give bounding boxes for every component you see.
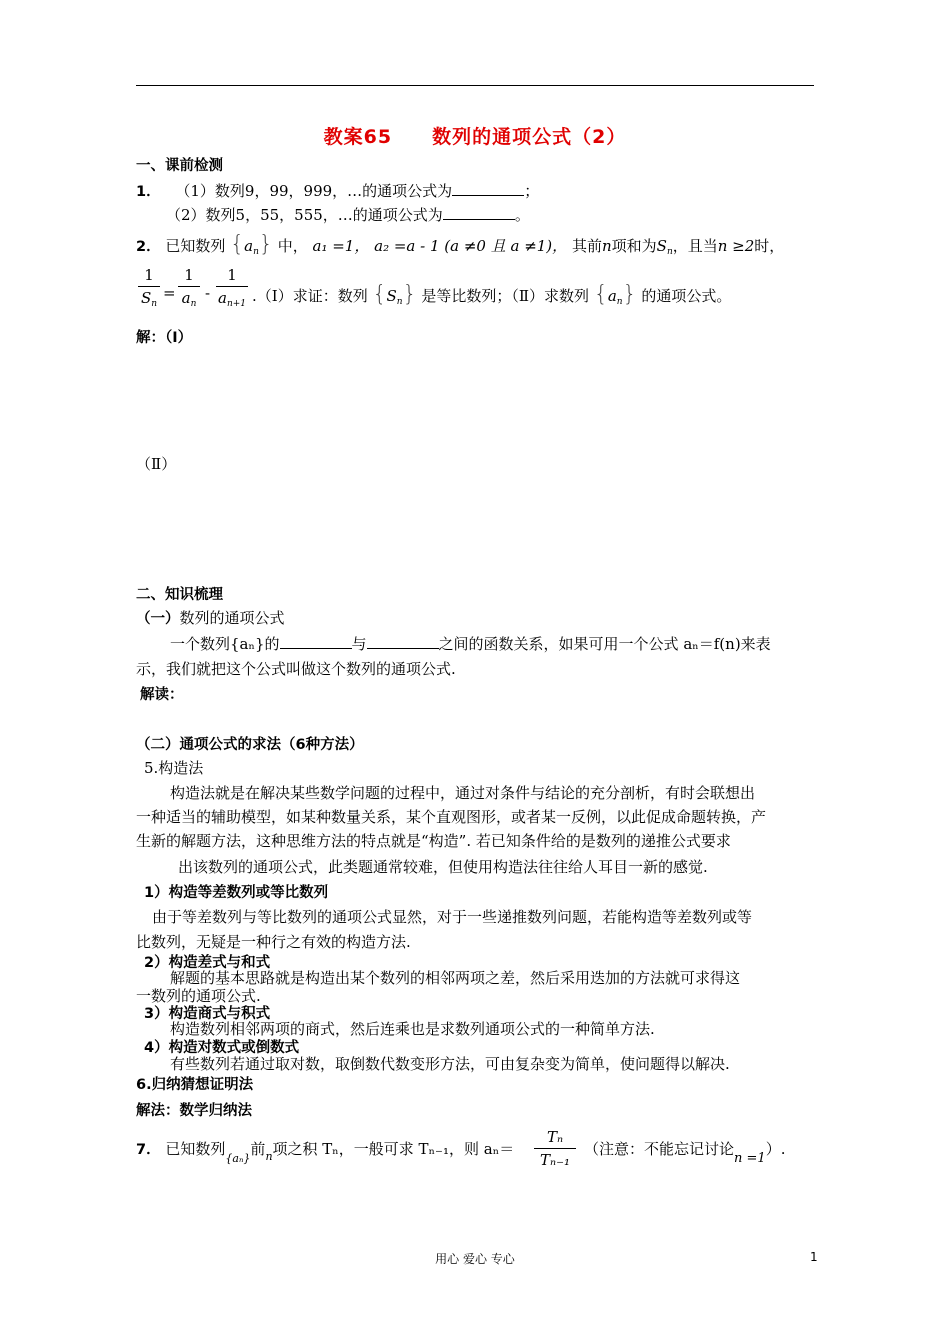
numerator: Tₙ (546, 1128, 564, 1146)
q2-text: 项和为 (611, 237, 657, 255)
fraction-bar (178, 286, 200, 287)
question-number: 7． (136, 1142, 161, 1158)
subsection-1 (136, 607, 285, 628)
sub-n: n (616, 297, 623, 307)
m7-note-end: ）. (765, 1140, 786, 1158)
question-number: 1． (136, 184, 161, 200)
solution-part-1: 解：（Ⅰ） (136, 330, 193, 346)
fraction-1-over-Sn: 1 $S_n$ (138, 266, 160, 309)
answer-blank (443, 205, 515, 220)
q2-part1: .（Ⅰ）求证：数列 (252, 287, 368, 305)
punct: 。 (514, 206, 530, 224)
brace-close: } (622, 282, 637, 307)
answer-blank (452, 181, 524, 196)
question-1 (136, 180, 539, 201)
question-1b-text: （2）数列5，55，555，…的通项公式为 (166, 206, 443, 224)
subsection-1-title: 数列的通项公式 (179, 609, 285, 627)
numerator: 1 (144, 266, 154, 284)
construct-2-line-2: 一数列的通项公式. (136, 987, 261, 1005)
var-S: S (386, 287, 397, 305)
condition: n ≥2 (717, 237, 755, 255)
construct-4-title: 4）构造对数式或倒数式 (144, 1040, 300, 1056)
question-2-line2 (252, 282, 731, 307)
brace-open: { (372, 282, 387, 307)
construct-1-title: 1）构造等差数列或等比数列 (144, 885, 329, 901)
construct-3-title: 3）构造商式与积式 (144, 1006, 271, 1022)
var-n: n (265, 1150, 273, 1163)
brace-open: { (593, 282, 608, 307)
construct-1-line-2: 比数列，无疑是一种行之有效的构造方法. (136, 933, 411, 951)
q2-text: 时， (754, 237, 785, 255)
m7-text: 前 (250, 1140, 266, 1158)
method-5-line-1: 构造法就是在解决某些数学问题的过程中，通过对条件与结论的充分剖析，有时会联想出 (170, 784, 756, 802)
denominator: a (181, 289, 191, 307)
formula-a1: a₁ =1， (312, 237, 370, 255)
condition: n =1 (734, 1151, 766, 1166)
page-footer: 用心 爱心 专心 (435, 1252, 515, 1266)
var-a: a (607, 287, 617, 305)
subsection-2-title: （二）通项公式的求法（6种方法） (136, 737, 364, 753)
denominator: Tₙ₋₁ (539, 1151, 570, 1169)
solution-part-2: （Ⅱ） (136, 455, 177, 473)
question-number: 2． (136, 239, 161, 255)
method-5-line-4: 出该数列的通项公式，此类题通常较难，但使用构造法往往给人耳目一新的感觉. (178, 858, 708, 876)
question-1a-text: （1）数列9，99，999，…的通项公式为 (175, 182, 453, 200)
title-lesson-number: 教案65 (323, 126, 393, 148)
q2-text: 已知数列 (165, 237, 226, 255)
title-topic: 数列的通项公式（2） (432, 126, 627, 148)
method-5-line-2: 一种适当的辅助模型，如某种数量关系，某个直观图形，或者某一反例，以此促成命题转换，产 (136, 808, 767, 826)
interpretation-label: 解读： (140, 687, 184, 703)
section-heading-knowledge: 二、知识梳理 (136, 587, 223, 603)
question-2-line1 (136, 232, 784, 257)
method-7-note (584, 1138, 785, 1166)
brace-close: } (258, 232, 273, 257)
method-7-line (136, 1138, 514, 1165)
formula-a2: a₂ =a - 1 (a ≠0 且 a ≠1)， (374, 237, 568, 255)
definition-line-2: 示，我们就把这个公式叫做这个数列的通项公式. (136, 660, 456, 678)
method-5-line-3: 生新的解题方法，这种思维方法的特点就是“构造”. 若已知条件给的是数列的递推公式要求 (136, 832, 731, 850)
method-5-title: 5.构造法 (144, 759, 204, 777)
construct-3-line-1: 构造数列相邻两项的商式，然后连乘也是求数列通项公式的一种简单方法. (170, 1020, 655, 1038)
denominator: S (140, 289, 152, 307)
construct-4-line-1: 有些数列若通过取对数，取倒数代数变形方法，可由复杂变为简单，使问题得以解决. (170, 1055, 730, 1073)
var-a: a (244, 237, 254, 255)
minus-sign: - (205, 284, 211, 302)
answer-blank (280, 634, 352, 649)
fraction-bar (138, 286, 160, 287)
m7-text: 项之积 Tₙ，一般可求 Tₙ₋₁，则 aₙ＝ (272, 1140, 515, 1158)
q2-text: ，且当 (672, 237, 718, 255)
def-text: 之间的函数关系，如果可用一个公式 aₙ＝f(n)来表 (438, 635, 771, 653)
brace-open: { (230, 232, 245, 257)
construct-2-line-1: 解题的基本思路就是构造出某个数列的相邻两项之差，然后采用迭加的方法就可求得这 (170, 969, 741, 987)
page-title (0, 122, 950, 149)
var-S: S (656, 237, 667, 255)
fraction-1-over-an: 1 $a_n$ (178, 266, 200, 309)
sub-n: n (666, 247, 673, 257)
m7-text: 已知数列 (165, 1140, 226, 1158)
page-number: 1 (810, 1250, 818, 1264)
subsection-1-number: （一） (136, 611, 180, 627)
m7-note-text: （注意：不能忘记讨论 (584, 1140, 735, 1158)
brace-close: } (402, 282, 417, 307)
section-heading-pretest: 一、课前检测 (136, 158, 223, 174)
q2-part3: 的通项公式。 (641, 287, 732, 305)
method-6-title: 6.归纳猜想证明法 (136, 1077, 254, 1093)
numerator: 1 (184, 266, 194, 284)
q2-part2: 是等比数列；（Ⅱ）求数列 (421, 287, 590, 305)
q2-text: 其前 (571, 237, 602, 255)
method-6-solution: 解法：数学归纳法 (136, 1103, 252, 1119)
fraction-Tn-over-Tn-1 (534, 1128, 576, 1169)
header-rule (136, 85, 814, 86)
question-1b (166, 204, 530, 225)
sub-n: n (396, 297, 403, 307)
def-text: 与 (351, 635, 367, 653)
answer-blank (367, 634, 439, 649)
fraction-1-over-an1: 1 $a_{n+1}$ (217, 266, 247, 309)
definition-line-1 (170, 633, 771, 654)
sequence-an: {aₙ} (225, 1152, 251, 1165)
fraction-bar (534, 1148, 576, 1149)
fraction-bar (216, 286, 248, 287)
denominator: a (217, 289, 227, 307)
construct-1-line-1: 由于等差数列与等比数列的通项公式显然，对于一些递推数列问题，若能构造等差数列或等 (152, 908, 753, 926)
punct: ； (524, 182, 540, 200)
equals-sign: = (163, 284, 176, 302)
def-text: 一个数列{aₙ}的 (170, 635, 280, 653)
q2-text: 中， (277, 237, 308, 255)
var-n: n (601, 237, 612, 255)
numerator: 1 (227, 266, 237, 284)
sub-n: n (253, 247, 259, 257)
construct-2-title: 2）构造差式与和式 (144, 955, 271, 971)
